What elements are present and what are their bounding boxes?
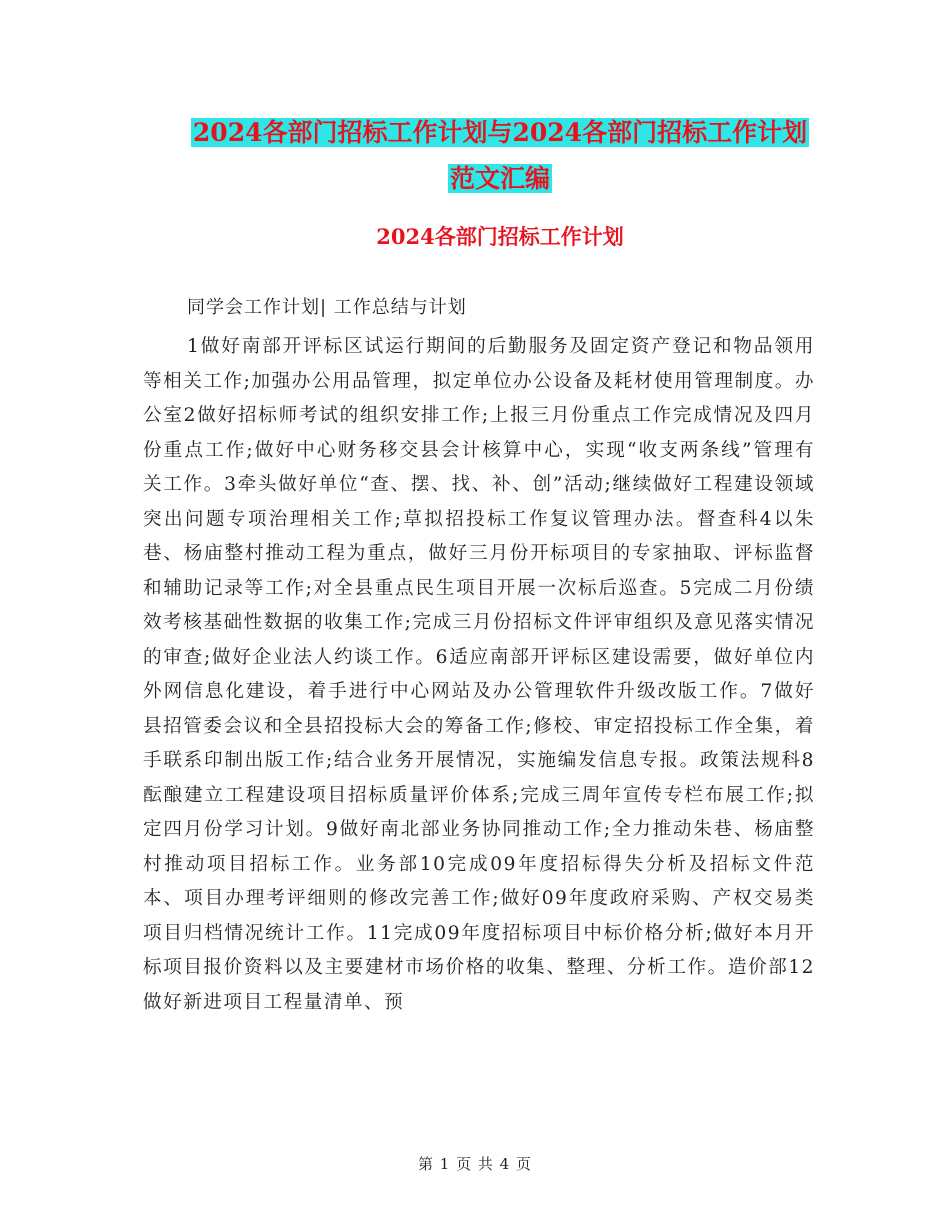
subheading: 同学会工作计划| 工作总结与计划 (187, 297, 467, 318)
body-paragraph: 1做好南部开评标区试运行期间的后勤服务及固定资产登记和物品领用等相关工作;加强办公用品管理，拟定单位办公设备及耗材使用管理制度。办公室2做好招标师考试的组织安排工作;上报三月份重点工作完成情况及四月份重点工作;做好中心财务移交县会计核算中心，实现“收支两条线”管理有关工作。3牵头做好单位“查、摆、找、补、创”活动;继续做好工程建设领域突出问题专项治理相关工作;草拟招投标工作复议管理办法。督查科4以朱巷、杨庙整村推动工程为重点，做好三月份开标项目的专家抽取、评标监督和辅助记录等工作;对全县重点民生项目开展一次标后巡查。5完成二月份绩效考核基础性数据的收集工作;完成三月份招标文件评审组织及意见落实情况的审查;做好企业法人约谈工作。6适应南部开评标区建设需要，做好单位内外网信息化建设，着手进行中心网站及办公管理软件升级改版工作。7做好县招管委会议和全县招投标大会的筹备工作;修校、审定招投标工作全集，着手联系印制出版工作;结合业务开展情况，实施编发信息专报。政策法规科8酝酿建立工程建设项目招标质量评价体系;完成三周年宣传专栏布展工作;拟定四月份学习计划。9做好南北部业务协同推动工作;全力推动朱巷、杨庙整村推动项目招标工作。业务部10完成09年度招标得失分析及招标文件范本、项目办理考评细则的修改完善工作;做好09年度政府采购、产权交易类项目归档情况统计工作。11完成09年度招标项目中标价格分析;做好本月开标项目报价资料以及主要建材市场价格的收集、整理、分析工作。造价部12做好新进项目工程量清单、预 (143, 336, 815, 1013)
document-title-line-1: 2024各部门招标工作计划与2024各部门招标工作计划 (192, 118, 808, 147)
page-footer: 第 1 页 共 4 页 (418, 1155, 532, 1173)
section-heading: 2024各部门招标工作计划 (376, 224, 624, 249)
document-title-line-2: 范文汇编 (449, 164, 550, 193)
document-title (140, 110, 860, 202)
